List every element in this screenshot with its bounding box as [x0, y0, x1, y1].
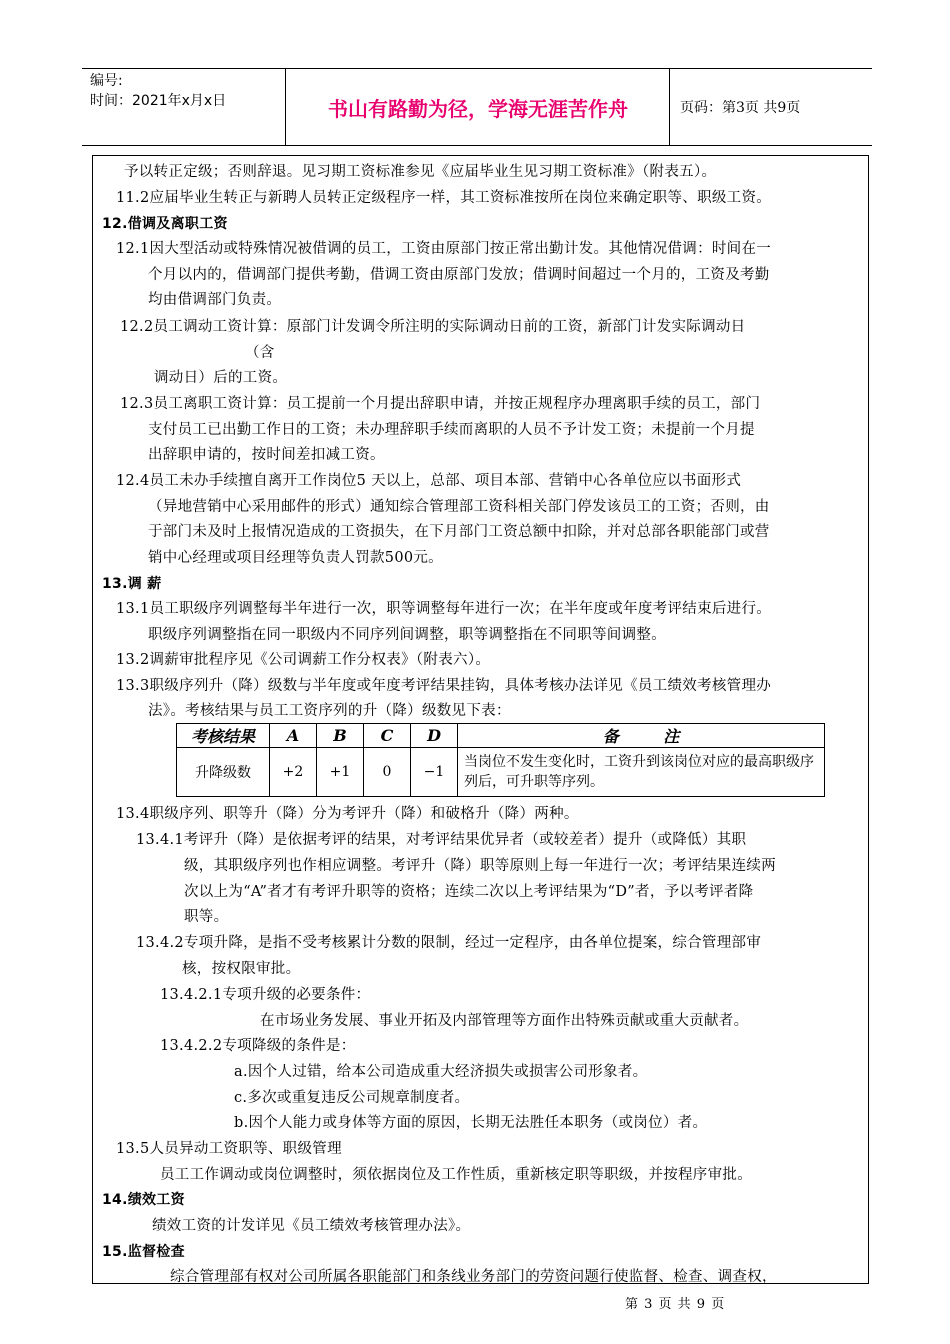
table-note-cell: 当岗位不发生变化时，工资升到该岗位对应的最高职级序列后，可升职等序列。: [458, 748, 825, 797]
body-line: 法》。考核结果与员工工资序列的升（降）级数见下表：: [148, 703, 511, 719]
body-line: 均由借调部门负责。: [148, 292, 282, 308]
body-line: 13.4.2.2专项降级的条件是：: [160, 1038, 356, 1054]
table-header-cell: C: [364, 724, 411, 748]
table-cell: +2: [270, 748, 317, 797]
table-header-cell: B: [317, 724, 364, 748]
body-line: 综合管理部有权对公司所属各职能部门和条线业务部门的劳资问题行使监督、检查、调查权，: [170, 1269, 777, 1285]
body-line: （异地营销中心采用邮件的形式）通知综合管理部工资科相关部门停发该员工的工资；否则，由: [148, 499, 770, 515]
body-line: 职等。: [184, 909, 229, 925]
body-line: 12.3员工离职工资计算：员工提前一个月提出辞职申请，并按正规程序办理离职手续的员工，部门: [120, 396, 761, 412]
body-line: 11.2应届毕业生转正与新聘人员转正定级程序一样，其工资标准按所在岗位来确定职等、职级工资。: [116, 190, 772, 206]
body-line: 13.4.1考评升（降）是依据考评的结果，对考评结果优异者（或较差者）提升（或降低）其职: [136, 832, 747, 848]
table-cell: +1: [317, 748, 364, 797]
body-line: 于部门未及时上报情况造成的工资损失，在下月部门工资总额中扣除，并对总部各职能部门或营: [148, 524, 770, 540]
table-cell: −1: [411, 748, 458, 797]
page-header: [82, 68, 872, 146]
body-line: 13.4.2.1专项升级的必要条件：: [160, 987, 371, 1003]
table-cell: 0: [364, 748, 411, 797]
table-row-label: 升降级数: [177, 748, 270, 797]
section-heading-12: 12.借调及离职工资: [102, 216, 228, 232]
body-line: 级，其职级序列也作相应调整。考评升（降）职等原则上每一年进行一次；考评结果连续两: [184, 858, 776, 874]
body-line: 13.2调薪审批程序见《公司调薪工作分权表》（附表六）。: [116, 652, 491, 668]
body-line: 出辞职申请的，按时间差扣减工资。: [148, 447, 385, 463]
table-header-cell: 备 注: [458, 724, 825, 748]
body-line: 在市场业务发展、事业开拓及内部管理等方面作出特殊贡献或重大贡献者。: [260, 1013, 749, 1029]
body-line: 次以上为“A”者才有考评升职等的资格；连续二次以上考评结果为“D”者，予以考评者降: [184, 884, 754, 900]
grade-adjustment-table: [176, 723, 825, 797]
body-line: 13.5人员异动工资职等、职级管理: [116, 1141, 342, 1157]
table-row: [177, 748, 825, 797]
body-line: 职级序列调整指在同一职级内不同序列间调整，职等调整指在不同职等间调整。: [148, 627, 666, 643]
page-footer: 第 3 页 共 9 页: [625, 1297, 726, 1312]
doc-number-label: 编号:: [90, 73, 123, 89]
body-line: 12.1因大型活动或特殊情况被借调的员工，工资由原部门按正常出勤计发。其他情况借调：时间在一: [116, 241, 772, 257]
body-line: 员工工作调动或岗位调整时，须依据岗位及工作性质，重新核定职等职级，并按程序审批。: [160, 1167, 752, 1183]
body-line: 13.1员工职级序列调整每半年进行一次，职等调整每年进行一次；在半年度或年度考评结束后进行。: [116, 601, 772, 617]
header-motto: 书山有路勤为径，学海无涯苦作舟: [287, 69, 670, 145]
table-header-cell: D: [411, 724, 458, 748]
body-line: 调动日）后的工资。: [154, 370, 288, 386]
body-line: a.因个人过错，给本公司造成重大经济损失或损害公司形象者。: [234, 1064, 648, 1080]
header-meta: [82, 69, 286, 145]
document-body: [92, 155, 869, 1284]
body-line: 12.4员工未办手续擅自离开工作岗位5 天以上，总部、项目本部、营销中心各单位应以书面形式: [116, 473, 742, 489]
body-line: 核，按权限审批。: [182, 961, 301, 977]
body-line: 绩效工资的计发详见《员工绩效考核管理办法》。: [152, 1218, 471, 1234]
body-line: 13.3职级序列升（降）级数与半年度或年度考评结果挂钩，具体考核办法详见《员工绩效考核管理办: [116, 678, 772, 694]
date-label: 时间：2021年x月x日: [90, 93, 227, 109]
body-line: （含: [245, 345, 275, 361]
body-line: 销中心经理或项目经理等负责人罚款500元。: [148, 550, 443, 566]
table-header-cell: A: [270, 724, 317, 748]
table-header-row: [177, 724, 825, 748]
body-line: 支付员工已出勤工作日的工资；未办理辞职手续而离职的人员不予计发工资；未提前一个月提: [148, 422, 755, 438]
header-page-number: 页码：第3页 共9页: [680, 100, 801, 116]
table-header-cell: 考核结果: [177, 724, 270, 748]
section-heading-13: 13.调 薪: [102, 576, 162, 592]
body-line: 个月以内的，借调部门提供考勤，借调工资由原部门发放；借调时间超过一个月的，工资及考勤: [148, 267, 770, 283]
section-heading-14: 14.绩效工资: [102, 1192, 185, 1208]
body-line: b.因个人能力或身体等方面的原因，长期无法胜任本职务（或岗位）者。: [234, 1115, 708, 1131]
body-line: c.多次或重复违反公司规章制度者。: [234, 1090, 470, 1106]
body-line: 13.4职级序列、职等升（降）分为考评升（降）和破格升（降）两种。: [116, 806, 579, 822]
section-heading-15: 15.监督检查: [102, 1244, 185, 1260]
body-line: 12.2员工调动工资计算：原部门计发调令所注明的实际调动日前的工资，新部门计发实际调动日: [120, 319, 746, 335]
body-line: 予以转正定级；否则辞退。见习期工资标准参见《应届毕业生见习期工资标准》（附表五）。: [124, 164, 717, 180]
body-line: 13.4.2专项升降，是指不受考核累计分数的限制，经过一定程序，由各单位提案，综合管理部审: [136, 935, 762, 951]
